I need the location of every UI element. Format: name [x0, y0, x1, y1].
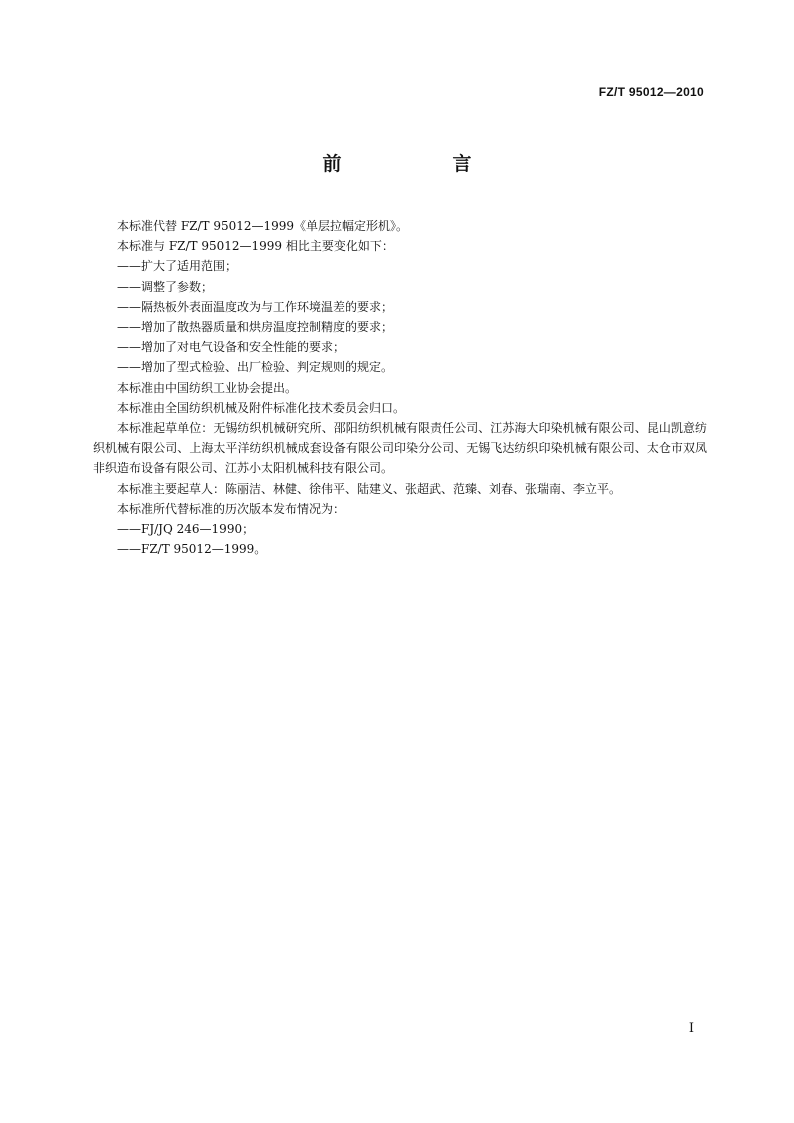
list-item-scope: ——扩大了适用范围； — [117, 259, 238, 274]
paragraph-history-intro: 本标准所代替标准的历次版本发布情况为： — [117, 501, 346, 516]
paragraph-changes-intro: 本标准与 FZ/T 95012—1999 相比主要变化如下： — [117, 239, 394, 254]
list-item-history-1990: ——FJ/JQ 246—1990； — [117, 522, 255, 537]
list-item-inspection: ——增加了型式检验、出厂检验、判定规则的规定。 — [117, 360, 394, 375]
paragraph-proposed-by: 本标准由中国纺织工业协会提出。 — [117, 380, 298, 395]
list-item-radiator: ——增加了散热器质量和烘房温度控制精度的要求； — [117, 320, 394, 335]
list-item-parameters: ——调整了参数； — [117, 279, 214, 294]
page-title: 前 言 — [322, 153, 518, 175]
list-item-electrical: ——增加了对电气设备和安全性能的要求； — [117, 340, 346, 355]
standard-code: FZ/T 95012—2010 — [598, 85, 704, 99]
foreword-body — [93, 216, 707, 559]
paragraph-administered-by: 本标准由全国纺织机械及附件标准化技术委员会归口。 — [117, 400, 406, 415]
page-number: I — [688, 1021, 694, 1036]
paragraph-drafters: 本标准主要起草人：陈丽洁、林健、徐伟平、陆建义、张超武、范臻、刘春、张瑞南、李立平。 — [117, 481, 622, 496]
list-item-insulation: ——隔热板外表面温度改为与工作环境温差的要求； — [117, 299, 394, 314]
list-item-history-1999: ——FZ/T 95012—1999。 — [117, 542, 267, 557]
paragraph-replaces: 本标准代替 FZ/T 95012—1999《单层拉幅定形机》。 — [117, 219, 409, 233]
paragraph-drafting-units: 本标准起草单位：无锡纺织机械研究所、邵阳纺织机械有限责任公司、江苏海大印染机械有限公司、昆山凯意纺织机械有限公司、上海太平洋纺织机械成套设备有限公司印染分公司、无锡飞达纺织印染机械有限公司、太仓市双凤非织造布设备有限公司、江苏小太阳机械科技有限公司。 — [93, 421, 707, 476]
